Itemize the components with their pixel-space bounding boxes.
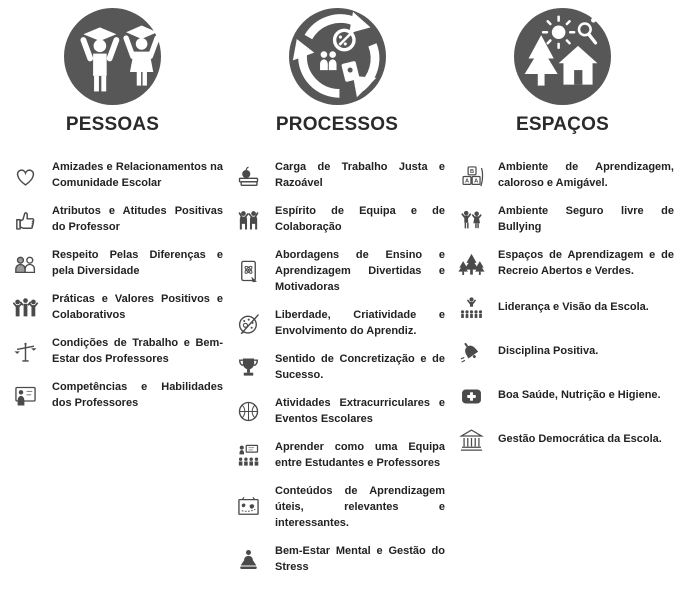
- column-title: PESSOAS: [65, 114, 160, 135]
- list-item: [233, 160, 445, 192]
- list-item: [233, 204, 445, 236]
- item-label: Condições de Trabalho e Bem-Estar dos Professores: [52, 337, 223, 365]
- list-item: [456, 248, 674, 280]
- pine-trees-icon: [456, 251, 486, 278]
- teacher-board-icon: [10, 383, 40, 410]
- meditation-icon: [233, 546, 263, 573]
- list-item: [456, 336, 674, 368]
- list-item: [10, 248, 223, 280]
- item-label: Atributos e Atitudes Positivas do Professor: [52, 205, 223, 233]
- column-header: [0, 0, 225, 136]
- thumbs-up-icon: [10, 207, 40, 234]
- basketball-icon: [233, 398, 263, 425]
- bank-building-icon: [456, 427, 486, 454]
- item-label: Carga de Trabalho Justa e Razoável: [275, 161, 445, 189]
- list-item: [233, 484, 445, 532]
- column-processos: [225, 0, 449, 588]
- item-label: Liderança e Visão da Escola.: [498, 301, 649, 314]
- column-header: [225, 0, 449, 136]
- item-label: Sentido de Concretização e de Sucesso.: [275, 352, 445, 381]
- nature-school-icon: [514, 8, 611, 105]
- item-label: Ambiente de Aprendizagem, caloroso e Amigável.: [498, 161, 674, 189]
- leadership-icon: [456, 295, 486, 322]
- list-item: [456, 380, 674, 412]
- list-item: [10, 160, 223, 192]
- column-title: ESPAÇOS: [516, 114, 609, 135]
- column-pessoas: [0, 0, 225, 588]
- list-item: [10, 336, 223, 368]
- item-label: Disciplina Positiva.: [498, 345, 599, 358]
- item-label: Espírito de Equipa e de Colaboração: [275, 205, 445, 233]
- list-item: [10, 204, 223, 236]
- item-label: Respeito Pelas Diferenças e pela Diversidade: [52, 249, 223, 277]
- graduates-icon: [64, 8, 161, 105]
- list-item: [456, 292, 674, 324]
- hero-circle: [64, 8, 161, 105]
- list-item: [233, 396, 445, 428]
- list-item: [10, 380, 223, 412]
- item-list: [449, 160, 676, 468]
- column-title: PROCESSOS: [275, 114, 399, 135]
- tablet-atom-icon: [233, 258, 263, 285]
- palette-icon: [233, 310, 263, 337]
- item-label: Abordagens de Ensino e Aprendizagem Divertidas e Motivadoras: [275, 249, 445, 293]
- apple-books-icon: [233, 163, 263, 190]
- list-item: [233, 544, 445, 576]
- item-label: Competências e Habilidades dos Professores: [52, 381, 223, 409]
- column-header: [449, 0, 676, 136]
- list-item: [233, 440, 445, 472]
- list-item: [456, 204, 674, 236]
- world-map-icon: [233, 494, 263, 521]
- column-espacos: [449, 0, 676, 588]
- list-item: [233, 308, 445, 340]
- item-label: Gestão Democrática da Escola.: [498, 433, 662, 446]
- first-aid-icon: [456, 383, 486, 410]
- list-item: [10, 292, 223, 324]
- item-label: Espaços de Aprendizagem e de Recreio Abertos e Verdes.: [498, 249, 674, 277]
- list-item: [456, 424, 674, 456]
- people-group-icon: [10, 295, 40, 322]
- item-label: Liberdade, Criatividade e Envolvimento do Aprendiz.: [275, 308, 445, 337]
- abc-blocks-icon: [456, 163, 486, 190]
- item-list: [0, 160, 225, 424]
- team-spirit-icon: [233, 207, 263, 234]
- balance-scale-icon: [10, 339, 40, 366]
- list-item: [233, 352, 445, 384]
- item-label: Ambiente Seguro livre de Bullying: [498, 205, 674, 233]
- process-cycle-icon: [289, 8, 386, 105]
- hero-circle: [514, 8, 611, 105]
- diversity-people-icon: [10, 251, 40, 278]
- list-item: [233, 248, 445, 296]
- list-item: [456, 160, 674, 192]
- item-label: Aprender como uma Equipa entre Estudantes e Professores: [275, 440, 445, 469]
- class-team-icon: [233, 442, 263, 469]
- item-label: Práticas e Valores Positivos e Colaborativos: [52, 293, 223, 321]
- item-label: Conteúdos de Aprendizagem úteis, relevantes e interessantes.: [275, 484, 445, 529]
- item-label: Amizades e Relacionamentos na Comunidade Escolar: [52, 161, 223, 189]
- item-label: Boa Saúde, Nutrição e Higiene.: [498, 389, 661, 402]
- item-list: [225, 160, 449, 588]
- hero-circle: [289, 8, 386, 105]
- hand-bell-icon: [456, 339, 486, 366]
- item-label: Atividades Extracurriculares e Eventos Escolares: [275, 396, 445, 425]
- happy-kids-icon: [456, 207, 486, 234]
- trophy-icon: [233, 354, 263, 381]
- heart-icon: [10, 163, 40, 190]
- item-label: Bem-Estar Mental e Gestão do Stress: [275, 544, 445, 573]
